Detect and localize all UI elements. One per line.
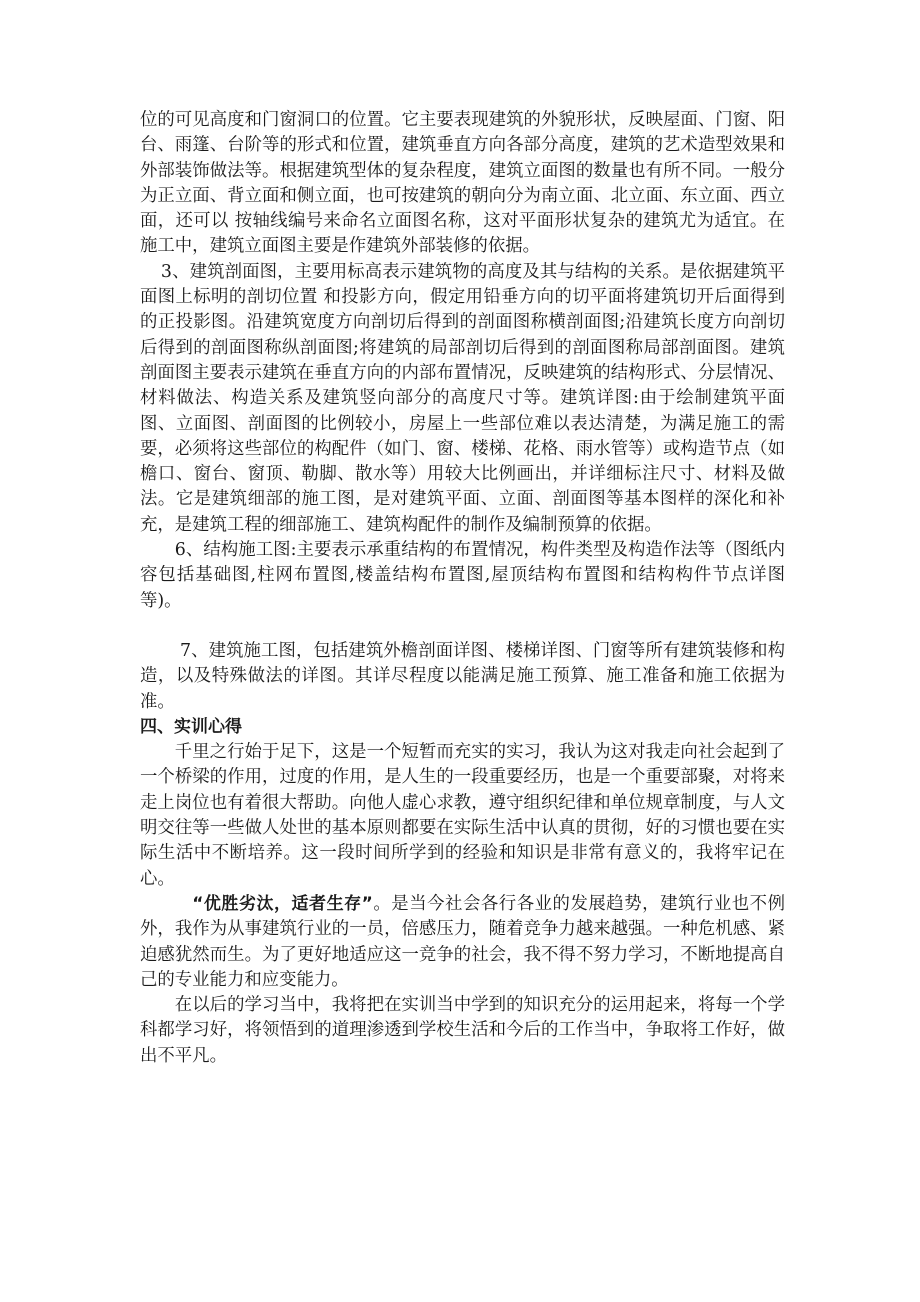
- spacer: [140, 614, 785, 639]
- paragraph-reflection-2: [140, 892, 785, 993]
- paragraph-structural-drawing: 6、结构施工图:主要表示承重结构的布置情况，构件类型及构造作法等（图纸内容包括基础图,柱网布置图,楼盖结构布置图,屋顶结构布置图和结构构件节点详图等)。: [140, 540, 785, 611]
- paragraph-reflection-1: 千里之行始于足下，这是一个短暂而充实的实习，我认为这对我走向社会起到了一个桥梁的作用，过度的作用，是人生的一段重要经历，也是一个重要部聚，对将来走上岗位也有着很大帮助。向他人虚心求教，遵守组织纪律和单位规章制度，与人文明交往等一些做人处世的基本原则都要在实际生活中认真的贯彻，好的习惯也要在实际生活中不断培养。这一段时间所学到的经验和知识是非常有意义的，我将牢记在心。: [140, 742, 785, 889]
- paragraph-reflection-2-text: 。是当今社会各行各业的发展趋势，建筑行业也不例外，我作为从事建筑行业的一员，倍感压力，随着竞争力越来越强。一种危机感、紧迫感犹然而生。为了更好地适应这一竞争的社会，我不得不努力学习，不断地提高自己的专业能力和应变能力。: [140, 893, 785, 990]
- paragraph-architectural-drawing: 7、建筑施工图，包括建筑外檐剖面详图、楼梯详图、门窗等所有建筑装修和构造，以及特殊做法的详图。其详尽程度以能满足施工预算、施工准备和施工依据为准。: [140, 640, 785, 712]
- paragraph-section-drawing: 3、建筑剖面图，主要用标高表示建筑物的高度及其与结构的关系。是依据建筑平面图上标明的剖切位置 和投影方向，假定用铅垂方向的切平面将建筑切开后面得到的正投影图。沿建筑宽度方向剖切后得到的剖面图称横剖面图;沿建筑长度方向剖切后得到的剖面图称纵剖面图;将建筑的局部剖切后得到的剖面图称局部剖面图。建筑剖面图主要表示建筑在垂直方向的内部布置情况，反映建筑的结构形式、分层情况、材料做法、构造关系及建筑竖向部分的高度尺寸等。建筑详图:由于绘制建筑平面图、立面图、剖面图的比例较小，房屋上一些部位难以表达清楚，为满足施工的需要，必须将这些部位的构配件（如门、窗、楼梯、花格、雨水管等）或构造节点（如檐口、窗台、窗顶、勒脚、散水等）用较大比例画出，并详细标注尺寸、材料及做法。它是建筑细部的施工图，是对建筑平面、立面、剖面图等基本图样的深化和补充，是建筑工程的细部施工、建筑构配件的制作及编制预算的依据。: [140, 261, 785, 535]
- paragraph-reflection-3: 在以后的学习当中，我将把在实训当中学到的知识充分的运用起来，将每一个学科都学习好，将领悟到的道理渗透到学校生活和今后的工作当中，争取将工作好，做出不平凡。: [140, 995, 785, 1066]
- motto-quote: “优胜劣汰，适者生存”: [192, 893, 373, 914]
- paragraph-elevation-drawing: 位的可见高度和门窗洞口的位置。它主要表现建筑的外貌形状，反映屋面、门窗、阳台、雨篷、台阶等的形式和位置，建筑垂直方向各部分高度，建筑的艺术造型效果和外部装饰做法等。根据建筑型体的复杂程度，建筑立面图的数量也有所不同。一般分为正立面、背立面和侧立面，也可按建筑的朝向分为南立面、北立面、东立面、西立面，还可以 按轴线编号来命名立面图名称，这对平面形状复杂的建筑尤为适宜。在施工中，建筑立面图主要是作建筑外部装修的依据。: [140, 110, 785, 257]
- document-body: [140, 108, 785, 1069]
- section-heading: 四、实训心得: [140, 716, 242, 737]
